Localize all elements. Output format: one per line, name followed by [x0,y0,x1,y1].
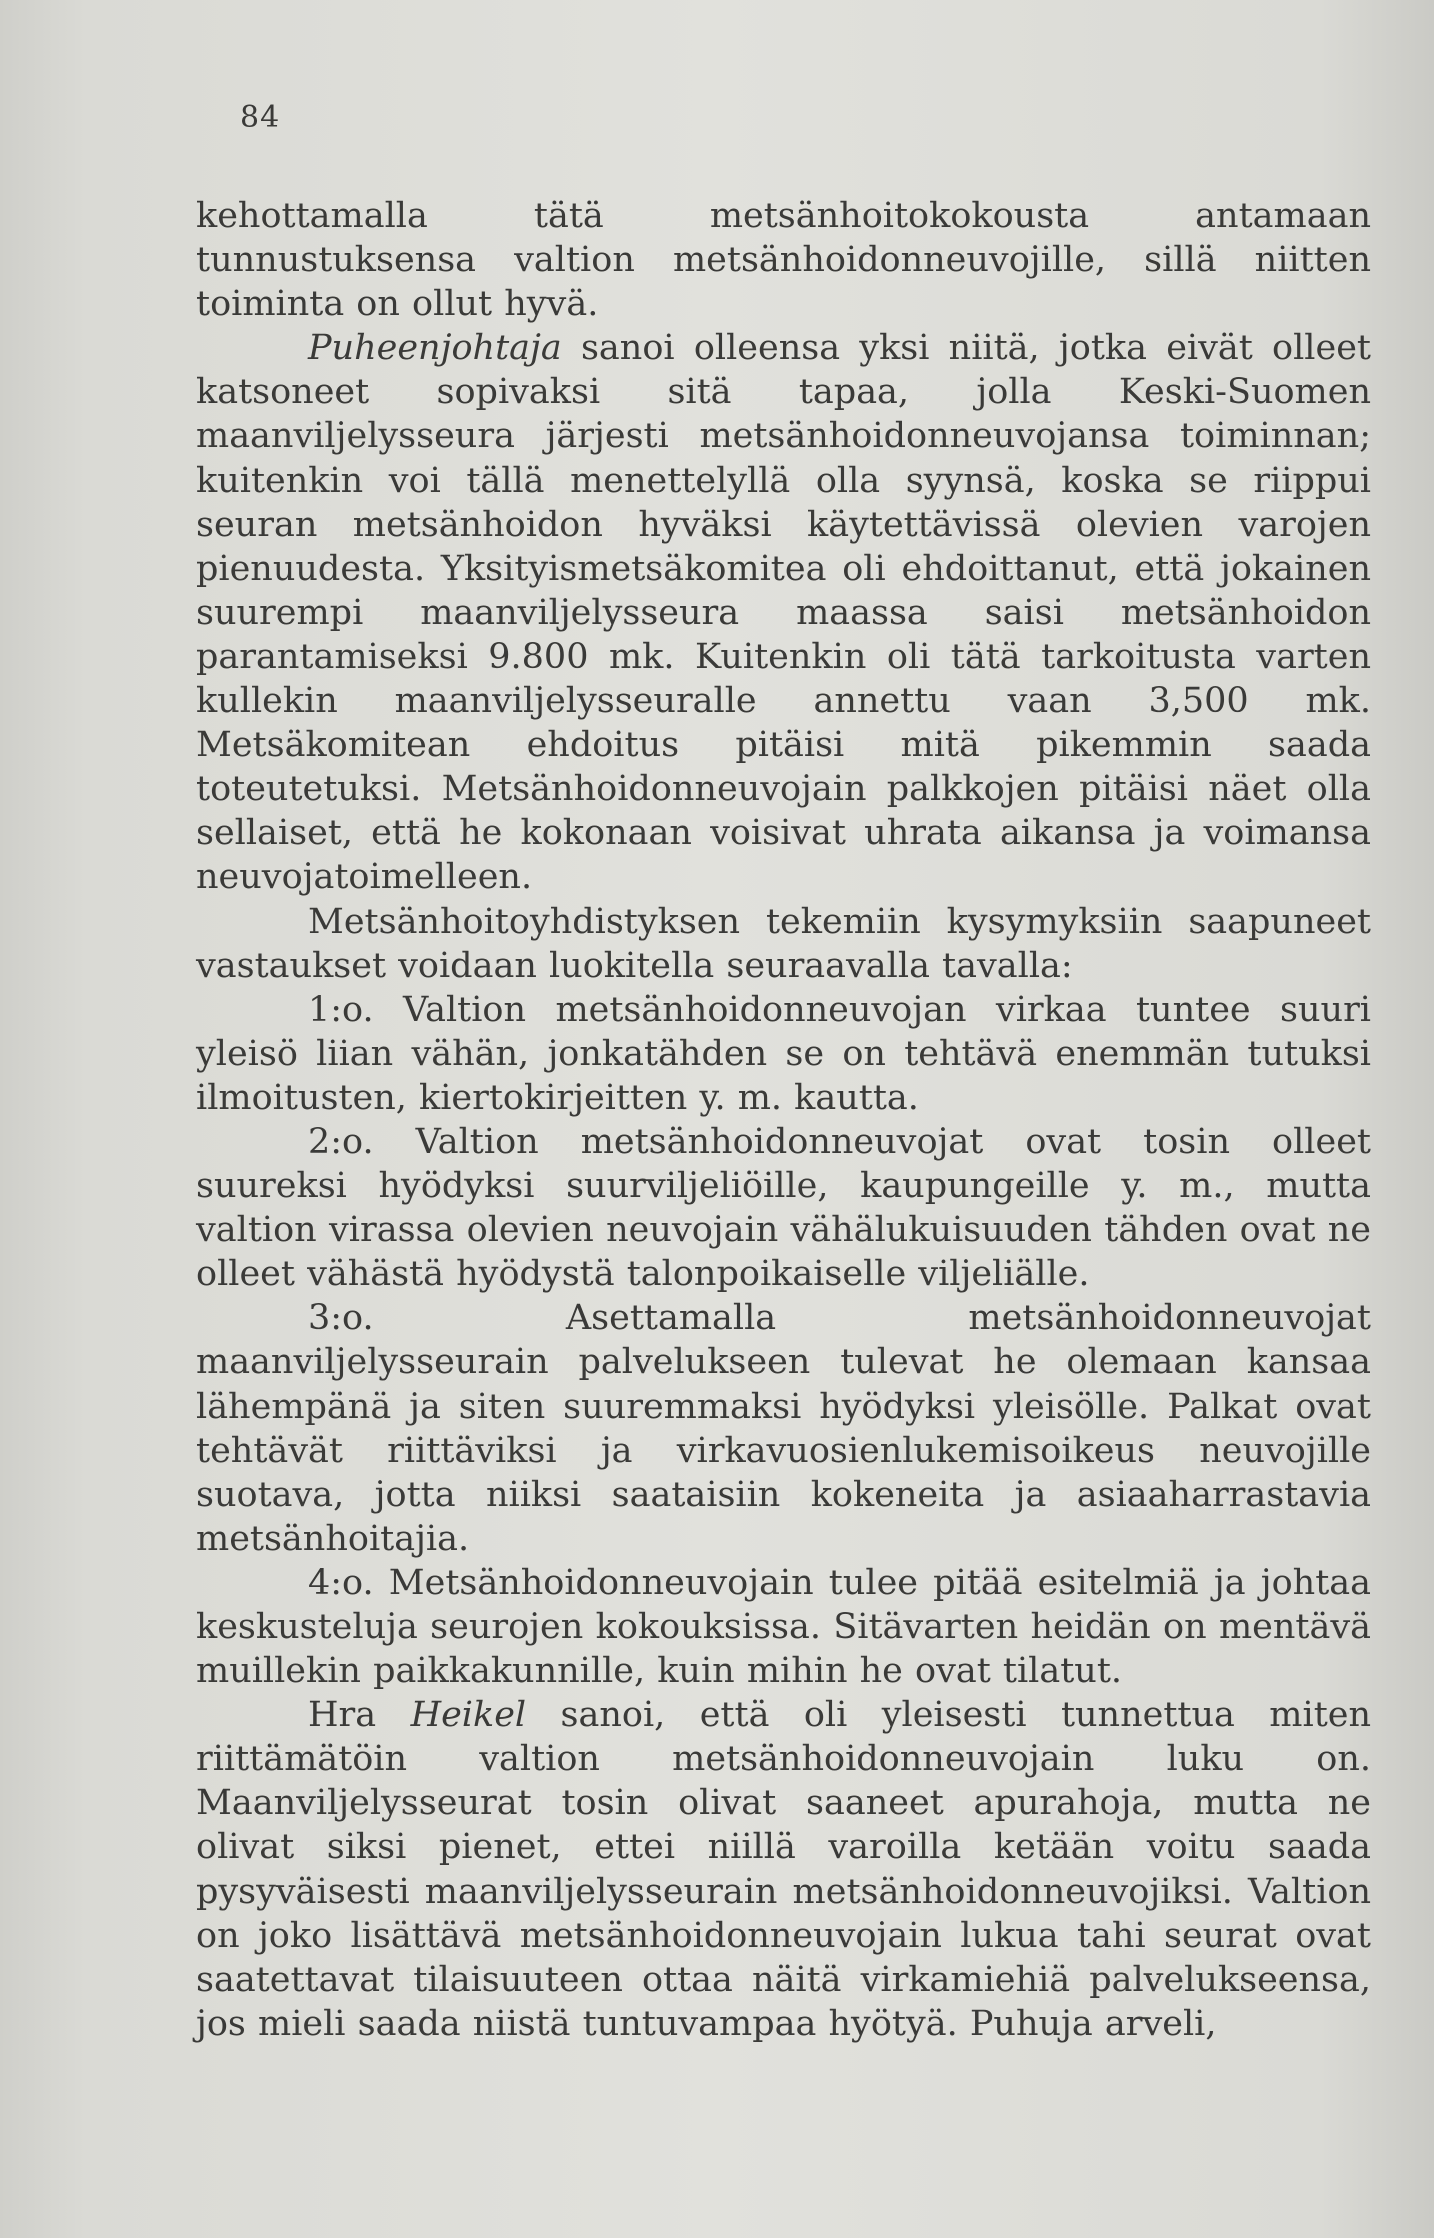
paragraph-text: 2:o. Valtion metsänhoidonneuvojat ovat tosin olleet suureksi hyödyksi suurviljeliöille, kaupungeille y. m., mutta valtion virassa olevien neuvojain vähälukuisuuden tähden ovat ne olleet vähästä hyödystä talonpoikaiselle viljeliälle. [196,1121,1371,1295]
paragraph-text: 3:o. Asettamalla metsänhoidonneuvojat maanviljelysseurain palvelukseen tulevat he olemaan kansaa lähempänä ja siten suuremmaksi hyödyksi yleisölle. Palkat ovat tehtävät riittäviksi ja virkavuosienlukemisoikeus neuvojille suotava, jotta niiksi saataisiin kokeneita ja asiaaharrastavia metsänhoitajia. [196,1298,1371,1559]
paragraph-survey-intro [196,900,1371,988]
list-item-4 [196,1561,1371,1693]
speaker-name: Puheenjohtaja [308,328,562,369]
list-item-3 [196,1296,1371,1561]
paragraph-text: 4:o. Metsänhoidonneuvojain tulee pitää esitelmiä ja johtaa keskusteluja seurojen kokouksissa. Sitävarten heidän on mentävä muillekin paikkakunnille, kuin mihin he ovat tilatut. [196,1562,1371,1692]
paragraph-continuation [196,194,1371,326]
page-number: 84 [240,100,281,135]
speaker-prefix: Hra [308,1695,411,1736]
paragraph-text: sanoi, että oli yleisesti tunnettua miten riittämätöin valtion metsänhoidonneuvojain luku on. Maanviljelysseurat tosin olivat saaneet apurahoja, mutta ne olivat siksi pienet, ettei niillä varoilla ketään voitu saada pysyväisesti maanviljelysseurain metsänhoidonneuvojiksi. Valtion on joko lisättävä metsänhoidonneuvojain lukua tahi seurat ovat saatettavat tilaisuuteen ottaa näitä virkamiehiä palvelukseensa, jos mieli saada niistä tuntuvampaa hyötyä. Puhuja arveli, [196,1695,1372,2044]
speaker-name: Heikel [410,1695,527,1736]
paragraph-text: kehottamalla tätä metsänhoitokokousta antamaan tunnustuksensa valtion metsänhoidonneuvojille, sillä niitten toiminta on ollut hyvä. [196,196,1371,325]
list-item-1 [196,988,1371,1120]
paragraph-text: 1:o. Valtion metsänhoidonneuvojan virkaa tuntee suuri yleisö liian vähän, jonkatähden se on tehtävä enemmän tutuksi ilmoitusten, kiertokirjeitten y. m. kautta. [196,989,1371,1118]
list-item-2 [196,1120,1371,1296]
paragraph-chairman [196,326,1371,899]
body-text [196,194,1371,2046]
paragraph-text: sanoi olleensa yksi niitä, jotka eivät olleet katsoneet sopivaksi sitä tapaa, jolla Keski-Suomen maanviljelysseura järjesti metsänhoidonneuvojansa toiminnan; kuitenkin voi tällä menettelyllä olla syynsä, koska se riippui seuran metsänhoidon hyväksi käytettävissä olevien varojen pienuudesta. Yksityismetsäkomitea oli ehdoittanut, että jokainen suurempi maanviljelysseura maassa saisi metsänhoidon parantamiseksi 9.800 mk. Kuitenkin oli tätä tarkoitusta varten kullekin maanviljelysseuralle annettu vaan 3,500 mk. Metsäkomitean ehdoitus pitäisi mitä pikemmin saada toteutetuksi. Metsänhoidonneuvojain palkkojen pitäisi näet olla sellaiset, että he kokonaan voisivat uhrata aikansa ja voimansa neuvojatoimelleen. [196,328,1371,898]
paragraph-text: Metsänhoitoyhdistyksen tekemiin kysymyksiin saapuneet vastaukset voidaan luokitella seuraavalla tavalla: [196,901,1371,986]
paragraph-heikel [196,1693,1371,2046]
